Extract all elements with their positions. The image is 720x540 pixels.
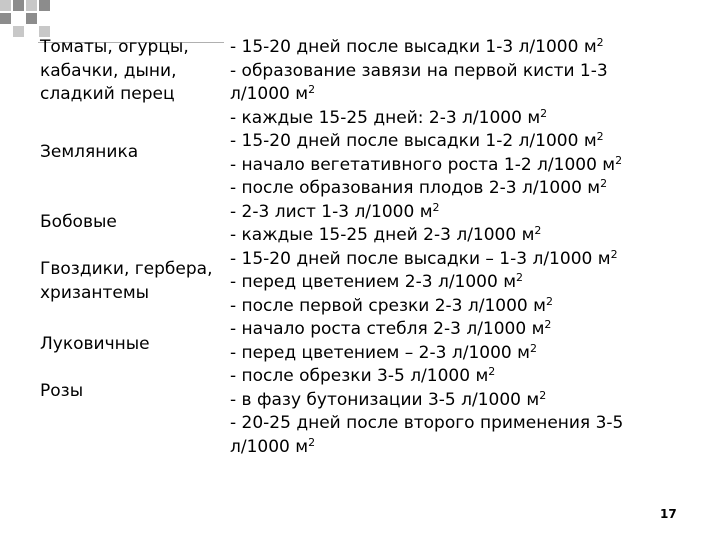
crop-line: сладкий перец [40, 84, 175, 104]
decor-square [26, 13, 37, 24]
crop-line: кабачки, дыни, [40, 60, 177, 81]
crop-line: Томаты, огурцы, [40, 37, 189, 57]
decor-square [0, 13, 11, 24]
crop-line: хризантемы [40, 282, 150, 303]
page-number: 17 [660, 507, 677, 521]
schedule-line: - начало вегетативного роста 1-2 л/1000 $м^2$ [230, 153, 623, 175]
schedule-line: л/1000 $м^2$ [230, 83, 316, 104]
schedule-line: - 15-20 дней после высадки 1-2 л/1000 $м^2$ [230, 130, 604, 151]
schedule-line: - каждые 15-25 дней: 2-3 л/1000 $м^2$ [230, 106, 548, 128]
schedule-column [230, 36, 623, 459]
crop-name [40, 333, 150, 357]
decor-square [0, 0, 11, 11]
schedule-line: - начало роста стебля 2-3 л/1000 $м^2$ [230, 318, 552, 339]
schedule-line: - перед цветением 2-3 л/1000 $м^2$ [230, 271, 524, 292]
schedule-line: - 20-25 дней после второго применения 3-5 [230, 413, 624, 433]
schedule-line: - 2-3 лист 1-3 л/1000 $м^2$ [230, 200, 440, 222]
schedule-line: - 15-20 дней после высадки 1-3 л/1000 $м^2$ [230, 36, 604, 57]
crop-line: Гвоздики, гербера, [40, 259, 213, 279]
crop-line: Луковичные [40, 334, 150, 354]
schedule-line: - после первой срезки 2-3 л/1000 $м^2$ [230, 294, 553, 316]
crop-name [40, 36, 189, 107]
decor-square [13, 26, 24, 37]
crop-line: Земляника [40, 142, 139, 162]
schedule-line: - перед цветением – 2-3 л/1000 $м^2$ [230, 341, 537, 363]
crop-name [40, 380, 83, 404]
crop-name [40, 258, 213, 305]
decor-square [13, 0, 24, 11]
crop-name [40, 211, 117, 235]
schedule-line: - в фазу бутонизации 3-5 л/1000 $м^2$ [230, 388, 547, 410]
schedule-line: - каждые 15-25 дней 2-3 л/1000 $м^2$ [230, 224, 542, 245]
schedule-line: - 15-20 дней после высадки – 1-3 л/1000 $м^2$ [230, 247, 618, 269]
schedule-line: - после образования плодов 2-3 л/1000 $м^2$ [230, 177, 608, 198]
crop-name [40, 141, 138, 165]
decor-square [39, 0, 50, 11]
schedule-line: л/1000 $м^2$ [230, 435, 316, 457]
crop-line: Розы [40, 381, 84, 401]
decor-square [26, 0, 37, 11]
schedule-line: - после обрезки 3-5 л/1000 $м^2$ [230, 365, 496, 386]
schedule-line: - образование завязи на первой кисти 1-3 [230, 60, 608, 81]
crop-line: Бобовые [40, 212, 117, 232]
